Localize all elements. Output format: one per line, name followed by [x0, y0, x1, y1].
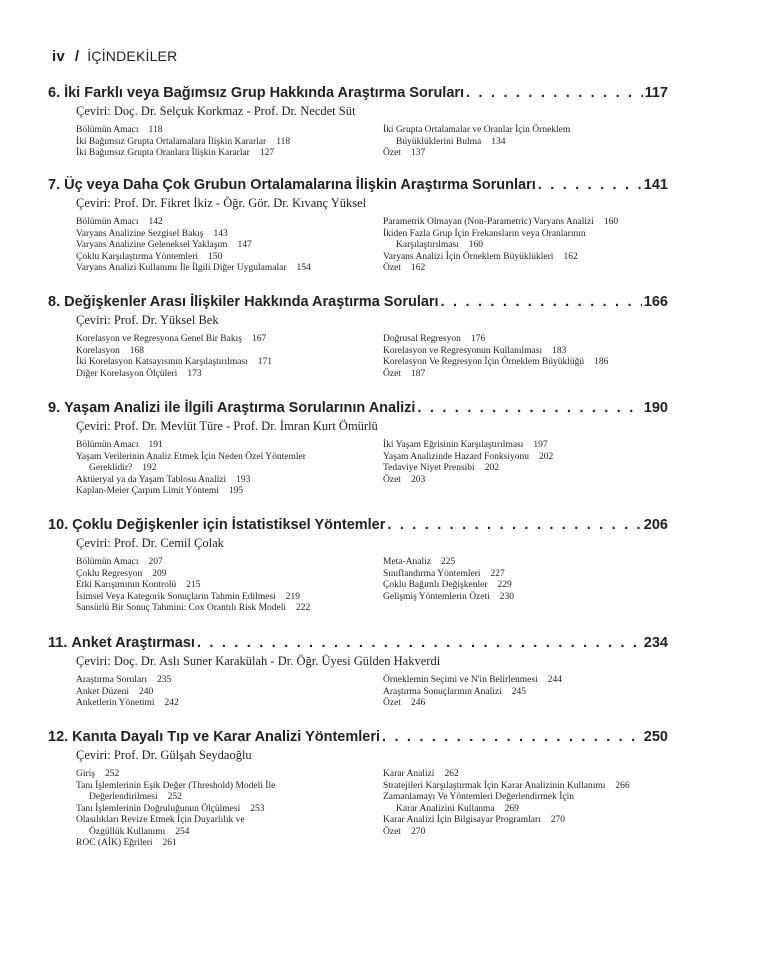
- section-title: Çoklu Karşılaştırma Yöntemleri: [76, 251, 199, 262]
- section-column-left: [76, 557, 376, 615]
- section-entry[interactable]: [76, 698, 376, 710]
- section-page: 137: [410, 148, 426, 158]
- section-title: İki Grupta Ortalamalar ve Oranlar İçin Örneklem: [383, 125, 571, 135]
- section-page: 227: [490, 568, 505, 579]
- section-column-left: [76, 334, 376, 380]
- section-page: 253: [250, 803, 265, 814]
- section-column-left: [76, 217, 376, 275]
- section-title: Büyüklüklerini Bulma 134: [396, 136, 506, 147]
- chapter-heading[interactable]: [48, 177, 668, 193]
- section-page: 229: [497, 580, 512, 590]
- section-page: 167: [251, 334, 267, 344]
- section-page: 203: [410, 474, 426, 485]
- section-title: Karşılaştırılması 160: [396, 240, 484, 250]
- section-entry[interactable]: [76, 838, 376, 850]
- chapter-page: 206: [643, 517, 668, 533]
- section-title: Giriş: [76, 769, 95, 779]
- chapter-page: 166: [643, 294, 668, 310]
- section-entry[interactable]: [383, 463, 723, 475]
- chapter-number: 7.: [48, 177, 61, 193]
- section-page: 143: [213, 228, 228, 239]
- section-title: Korelasyon ve Regresyona Genel Bir Bakış: [76, 334, 242, 344]
- section-column-left: [76, 675, 376, 710]
- section-entry[interactable]: [76, 486, 376, 498]
- section-title: Özet: [383, 263, 401, 273]
- dot-leader: [417, 400, 641, 416]
- section-title: Gereklidir? 192: [89, 463, 157, 473]
- section-column-right: [383, 217, 723, 275]
- section-entry[interactable]: [76, 334, 376, 346]
- section-entry[interactable]: [383, 125, 723, 148]
- section-title: Tanı İşlemlerinin Doğruluğunun Ölçülmesi: [76, 803, 241, 814]
- section-page: 176: [470, 334, 486, 344]
- section-page: 193: [236, 474, 251, 485]
- section-page: 261: [162, 838, 177, 848]
- section-page: 154: [296, 263, 311, 273]
- section-entry[interactable]: [383, 452, 723, 464]
- section-title: Özet: [383, 826, 401, 837]
- section-column-right: [383, 769, 723, 838]
- section-page: 118: [148, 125, 163, 135]
- section-column-right: [383, 440, 723, 486]
- chapter-heading[interactable]: [48, 294, 668, 310]
- section-page: 160: [468, 240, 484, 250]
- section-entry[interactable]: [76, 148, 376, 160]
- section-entry[interactable]: [383, 815, 723, 827]
- section-title: Varyans Analizine Geleneksel Yaklaşım: [76, 240, 228, 250]
- section-entry[interactable]: [383, 475, 723, 487]
- section-entry[interactable]: [383, 217, 723, 229]
- section-title: Korelasyon: [76, 345, 120, 356]
- dot-leader: [441, 294, 642, 310]
- header-separator: /: [74, 48, 80, 65]
- section-entry[interactable]: [76, 240, 376, 252]
- section-column-right: [383, 675, 723, 710]
- section-page: 127: [259, 148, 275, 158]
- section-page: 150: [208, 251, 223, 262]
- section-entry[interactable]: [383, 263, 723, 275]
- chapter-number: 10.: [48, 517, 69, 533]
- section-title: Özet: [383, 368, 401, 379]
- translators-line: Çeviri: Doç. Dr. Selçuk Korkmaz - Prof. Dr. Necdet Süt: [76, 104, 356, 118]
- section-title: Karar Analizi İçin Bilgisayar Programları: [383, 815, 541, 825]
- section-title: Meta-Analiz: [383, 557, 432, 567]
- section-title: Araştırma Sonuçlarının Analizi: [383, 686, 502, 697]
- section-title: Zamanlamayı Ve Yöntemleri Değerlendirmek İçin: [383, 792, 574, 802]
- section-title: Anketlerin Yönetimi: [76, 698, 155, 708]
- section-entry[interactable]: [76, 804, 376, 816]
- section-page: 230: [499, 591, 515, 602]
- section-title: Özet: [383, 474, 401, 485]
- section-page: 235: [156, 675, 172, 685]
- section-page: 191: [148, 440, 163, 450]
- section-page: 147: [237, 240, 252, 250]
- section-title: Özgüllük Kullanımı 254: [89, 826, 190, 837]
- section-title: Aktüeryal ya da Yaşam Tablosu Analizi: [76, 474, 227, 485]
- section-entry[interactable]: [383, 580, 723, 592]
- chapter-number: 8.: [48, 294, 61, 310]
- section-entry[interactable]: [76, 557, 376, 569]
- section-entry[interactable]: [76, 357, 376, 369]
- translators-line: Çeviri: Prof. Dr. Yüksel Bek: [76, 313, 219, 327]
- section-title: Varyans Analizi İçin Örneklem Büyüklükleri: [383, 251, 554, 262]
- section-page: 252: [167, 792, 182, 802]
- section-entry[interactable]: [383, 781, 723, 793]
- section-page: 168: [129, 345, 145, 356]
- dot-leader: [197, 635, 642, 651]
- section-title: Korelasyon ve Regresyonun Kullanılması: [383, 345, 543, 356]
- section-title: Varyans Analizine Sezgisel Bakış: [76, 228, 204, 239]
- section-page: 269: [504, 803, 519, 814]
- section-entry[interactable]: [383, 592, 723, 604]
- section-entry[interactable]: [383, 698, 723, 710]
- section-title: Bölümün Amacı: [76, 440, 139, 450]
- section-entry[interactable]: [76, 369, 376, 381]
- section-page: 245: [511, 686, 526, 697]
- section-entry[interactable]: [383, 148, 723, 160]
- section-page: 225: [441, 557, 456, 567]
- section-column-left: [76, 440, 376, 498]
- section-title: Sınıflandırma Yöntemleri: [383, 568, 481, 579]
- section-title: Yaşam Analizinde Hazard Fonksiyonu: [383, 451, 530, 462]
- chapter-title: Kanıta Dayalı Tıp ve Karar Analizi Yöntemleri: [72, 729, 380, 745]
- section-page: 162: [410, 263, 426, 273]
- section-page: 262: [444, 769, 459, 779]
- translators-line: Çeviri: Doç. Dr. Aslı Suner Karakülah - Dr. Öğr. Üyesi Gülden Hakverdi: [76, 654, 441, 668]
- chapter-page: 117: [644, 85, 668, 101]
- section-page: 186: [594, 357, 609, 367]
- section-title: Yaşam Verilerinin Analiz Etmek İçin Neden Özel Yöntemler: [76, 451, 306, 462]
- section-page: 219: [285, 591, 301, 602]
- chapter-title: Değişkenler Arası İlişkiler Hakkında Araştırma Soruları: [64, 294, 439, 310]
- section-title: İkiden Fazla Grup İçin Frekansların veya Oranlarının: [383, 228, 586, 239]
- section-title: Varyans Analizi Kullanımı İle İlgili Diğer Uygulamalar: [76, 263, 287, 273]
- section-title: Etki Karışımının Kontrolü: [76, 580, 177, 590]
- section-page: 195: [228, 486, 244, 496]
- section-page: 270: [410, 826, 426, 837]
- section-page: 209: [152, 568, 167, 579]
- section-title: Araştırma Soruları: [76, 675, 147, 685]
- section-entry[interactable]: [383, 334, 723, 346]
- section-page: 266: [615, 780, 630, 791]
- section-title: Karar Analizi: [383, 769, 435, 779]
- section-title: İki Bağımsız Grupta Ortalamalara İlişkin Kararlar: [76, 136, 267, 147]
- section-title: Parametrik Olmayan (Non-Parametric) Varyans Analizi: [383, 217, 594, 227]
- section-page: 252: [105, 769, 120, 779]
- section-entry[interactable]: [76, 675, 376, 687]
- section-column-left: [76, 769, 376, 850]
- section-page: 173: [187, 368, 202, 379]
- section-entry[interactable]: [76, 452, 376, 475]
- chapter-title: Çoklu Değişkenler için İstatistiksel Yöntemler: [72, 517, 386, 533]
- section-page: 207: [148, 557, 163, 567]
- section-page: 142: [148, 217, 163, 227]
- section-title: Değerlendirilmesi 252: [89, 792, 182, 802]
- section-column-right: [383, 125, 723, 160]
- page-header: [52, 48, 177, 65]
- section-title: Doğrusal Regresyon: [383, 334, 461, 344]
- section-page: 202: [539, 451, 554, 462]
- section-title: Korelasyon Ve Regresyon İçin Örneklem Büyüklüğü: [383, 357, 585, 367]
- translators-line: Çeviri: Prof. Dr. Fikret İkiz - Öğr. Gör. Dr. Kıvanç Yüksel: [76, 196, 367, 210]
- section-entry[interactable]: [383, 675, 723, 687]
- section-title: Tedaviye Niyet Prensibi: [383, 463, 475, 473]
- header-title: İÇİNDEKİLER: [87, 48, 178, 64]
- section-title: Kaplan-Meier Çarpım Limit Yöntemi: [76, 486, 219, 496]
- section-column-left: [76, 125, 376, 160]
- section-entry[interactable]: [76, 592, 376, 604]
- section-page: 171: [257, 357, 273, 367]
- section-page: 222: [296, 603, 311, 613]
- section-page: 254: [175, 826, 190, 837]
- chapter-heading[interactable]: [48, 85, 668, 101]
- section-entry[interactable]: [76, 217, 376, 229]
- chapter-number: 12.: [48, 729, 69, 745]
- section-title: Tanı İşlemlerinin Eşik Değer (Threshold) Modeli İle: [76, 780, 276, 791]
- chapter-title: Üç veya Daha Çok Grubun Ortalamalarına İlişkin Araştırma Sorunları: [64, 177, 536, 193]
- section-page: 118: [276, 136, 291, 147]
- section-entry[interactable]: [383, 346, 723, 358]
- translators-line: Çeviri: Prof. Dr. Cemil Çolak: [76, 536, 224, 550]
- section-page: 270: [550, 815, 566, 825]
- chapter-number: 9.: [48, 400, 61, 416]
- section-entry[interactable]: [76, 229, 376, 241]
- section-entry[interactable]: [76, 475, 376, 487]
- chapter-page: 234: [643, 635, 668, 651]
- chapter-heading[interactable]: [48, 635, 668, 651]
- dot-leader: [387, 517, 641, 533]
- section-entry[interactable]: [76, 252, 376, 264]
- section-title: Çoklu Regresyon: [76, 568, 143, 579]
- dot-leader: [538, 177, 642, 193]
- section-entry[interactable]: [383, 252, 723, 264]
- section-column-right: [383, 557, 723, 603]
- section-entry[interactable]: [383, 792, 723, 815]
- section-title: Gelişmiş Yöntemlerin Özeti: [383, 591, 490, 602]
- chapter-heading[interactable]: [48, 400, 668, 416]
- section-title: Anket Düzeni: [76, 686, 130, 697]
- chapter-page: 250: [643, 729, 668, 745]
- section-entry[interactable]: [76, 263, 376, 275]
- section-entry[interactable]: [76, 569, 376, 581]
- section-page: 242: [164, 698, 179, 708]
- section-page: 215: [186, 580, 201, 590]
- chapter-heading[interactable]: [48, 729, 668, 745]
- section-title: Sansürlü Bir Sonuç Tahmini: Cox Orantılı Risk Modeli: [76, 603, 287, 613]
- section-title: Örneklemin Seçimi ve N'in Belirlenmesi: [383, 675, 538, 685]
- section-entry[interactable]: [76, 603, 376, 615]
- section-title: Olasılıkları Revize Etmek İçin Duyarlılık ve: [76, 815, 245, 825]
- section-title: ROC (AİK) Eğrileri: [76, 838, 153, 848]
- section-page: 240: [139, 686, 154, 697]
- section-entry[interactable]: [383, 357, 723, 369]
- section-title: Diğer Korelasyon Ölçüleri: [76, 368, 178, 379]
- section-page: 160: [603, 217, 619, 227]
- translators-line: Çeviri: Prof. Dr. Gülşah Seydaoğlu: [76, 748, 252, 762]
- section-page: 134: [491, 136, 506, 147]
- section-page: 246: [410, 698, 426, 708]
- section-entry[interactable]: [76, 815, 376, 838]
- section-title: Bölümün Amacı: [76, 217, 139, 227]
- section-entry[interactable]: [383, 687, 723, 699]
- section-title: Bölümün Amacı: [76, 125, 139, 135]
- dot-leader: [466, 85, 643, 101]
- section-column-right: [383, 334, 723, 380]
- section-entry[interactable]: [383, 557, 723, 569]
- section-entry[interactable]: [76, 346, 376, 358]
- chapter-page: 141: [643, 177, 668, 193]
- section-title: Karar Analizini Kullanma 269: [396, 803, 519, 814]
- section-entry[interactable]: [76, 687, 376, 699]
- section-entry[interactable]: [383, 769, 723, 781]
- section-entry[interactable]: [383, 440, 723, 452]
- translators-line: Çeviri: Prof. Dr. Mevlüt Türe - Prof. Dr. İmran Kurt Ömürlü: [76, 419, 378, 433]
- section-title: Özet: [383, 698, 401, 708]
- section-title: Stratejileri Karşılaştırmak İçin Karar Analizinin Kullanımı: [383, 780, 606, 791]
- section-page: 192: [142, 463, 157, 473]
- section-title: Çoklu Bağımlı Değişkenler: [383, 580, 488, 590]
- section-entry[interactable]: [76, 125, 376, 137]
- section-entry[interactable]: [383, 369, 723, 381]
- section-page: 244: [547, 675, 562, 685]
- section-entry[interactable]: [383, 229, 723, 252]
- section-entry[interactable]: [76, 769, 376, 781]
- section-entry[interactable]: [383, 569, 723, 581]
- section-entry[interactable]: [76, 137, 376, 149]
- chapter-title: Anket Araştırması: [71, 635, 195, 651]
- section-title: Bölümün Amacı: [76, 557, 139, 567]
- section-page: 183: [552, 345, 567, 356]
- section-entry[interactable]: [76, 440, 376, 452]
- section-entry[interactable]: [76, 580, 376, 592]
- chapter-heading[interactable]: [48, 517, 668, 533]
- section-page: 187: [410, 368, 426, 379]
- section-title: İki Bağımsız Grupta Oranlara İlişkin Kararlar: [76, 148, 250, 158]
- chapter-number: 6.: [48, 85, 61, 101]
- chapter-title: Yaşam Analizi ile İlgili Araştırma Sorularının Analizi: [64, 400, 416, 416]
- section-entry[interactable]: [76, 781, 376, 804]
- chapter-number: 11.: [48, 635, 68, 651]
- section-page: 202: [484, 463, 499, 473]
- section-page: 197: [533, 440, 548, 450]
- section-title: İsimsel Veya Kategorik Sonuçların Tahmin Edilmesi: [76, 591, 276, 602]
- section-title: Özet: [383, 148, 401, 158]
- section-title: İki Yaşam Eğrisinin Karşılaştırılması: [383, 440, 524, 450]
- dot-leader: [382, 729, 642, 745]
- chapter-title: İki Farklı veya Bağımsız Grup Hakkında Araştırma Soruları: [64, 85, 465, 101]
- section-page: 162: [563, 251, 578, 262]
- chapter-page: 190: [643, 400, 668, 416]
- page-number: iv: [52, 48, 65, 65]
- section-entry[interactable]: [383, 827, 723, 839]
- section-title: İki Korelasyon Katsayısının Karşılaştırılması: [76, 357, 248, 367]
